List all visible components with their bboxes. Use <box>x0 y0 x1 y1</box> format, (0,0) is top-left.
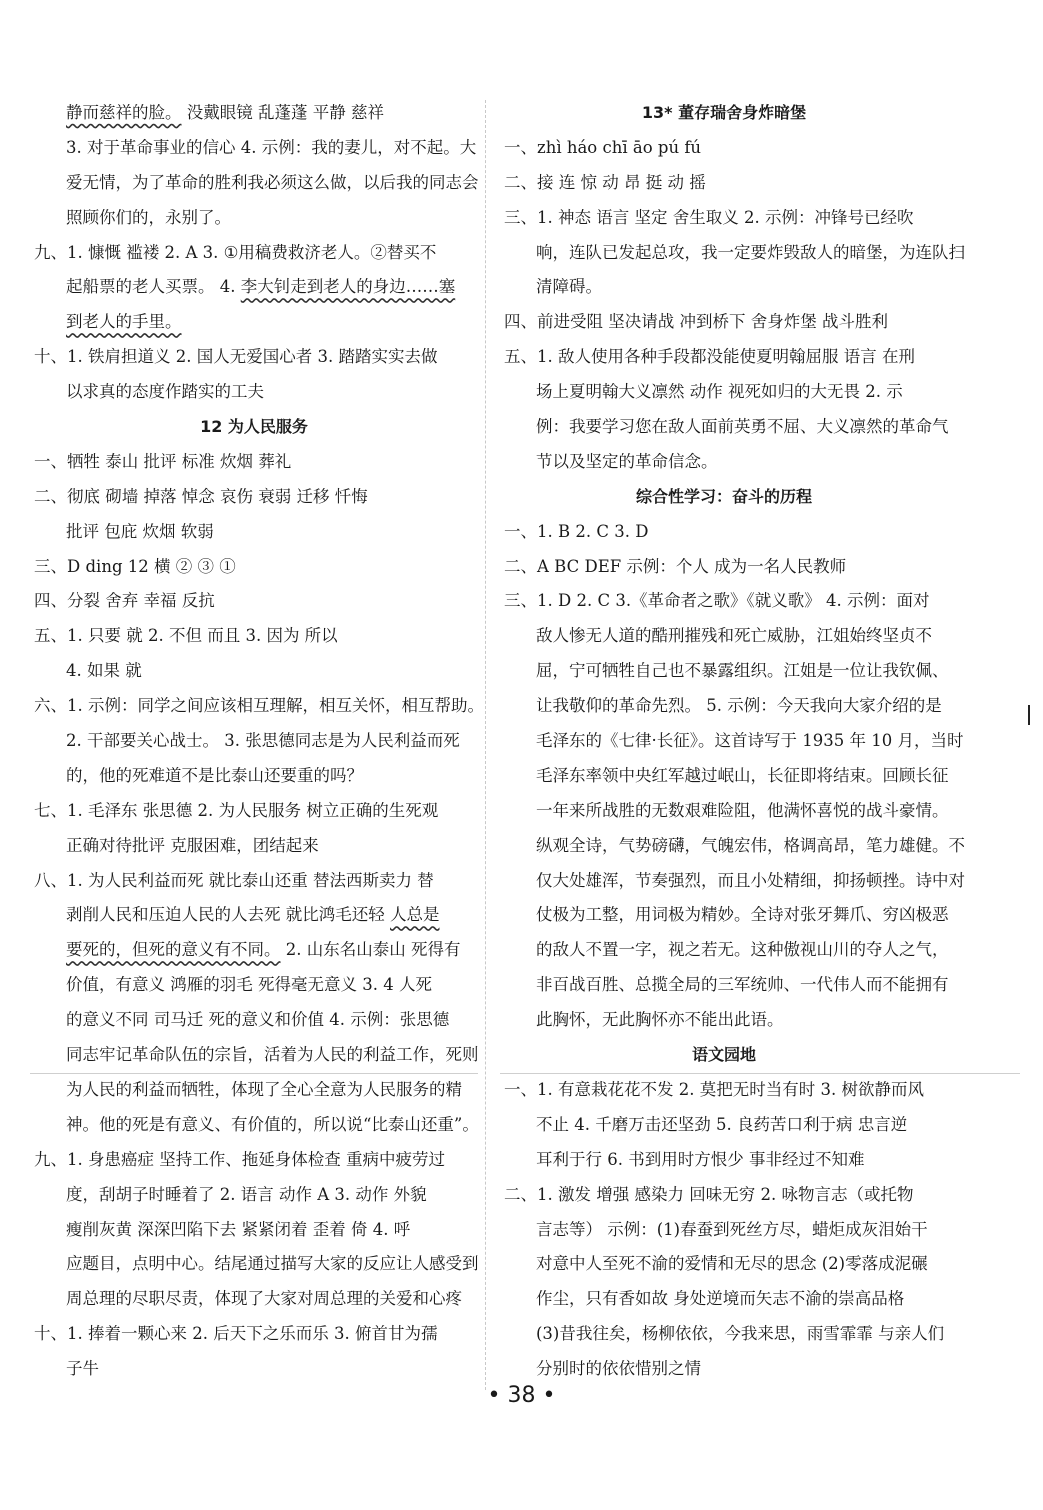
answer-line <box>34 131 477 166</box>
section-rule-left <box>30 1073 478 1074</box>
answer-text: 分别时的依依惜别之情 <box>536 1359 701 1379</box>
answer-text: 言志等） 示例：(1)春蚕到死丝方尽，蜡炬成灰泪始干 <box>536 1219 928 1239</box>
answer-line <box>34 689 484 724</box>
answer-text: 七、1. 毛泽东 张思德 2. 为人民服务 树立正确的生死观 <box>34 800 439 820</box>
answer-text: 应题目，点明中心。结尾通过描写大家的反应让人感受到 <box>66 1254 479 1274</box>
answer-text: 一、1. B 2. C 3. D <box>504 521 649 541</box>
answer-text: 二、彻底 砌墙 掉落 悼念 哀伤 衰弱 迁移 忏悔 <box>34 486 368 506</box>
answer-line <box>34 1038 479 1073</box>
answer-text: 子牛 <box>66 1359 99 1379</box>
answer-text: 照顾你们的，永别了。 <box>66 207 231 227</box>
answer-line <box>504 794 949 829</box>
answer-text: 三、1. 神态 语言 坚定 舍生取义 2. 示例：冲锋号已经吹 <box>504 207 914 227</box>
answer-text: 让我敬仰的革命先烈。 5. 示例：今天我向大家介绍的是 <box>536 696 942 716</box>
section-title <box>34 410 474 445</box>
answer-line <box>504 375 944 410</box>
answer-text: 一、zhì háo chī āo pú fú <box>504 137 702 157</box>
answer-line <box>34 794 474 829</box>
answer-text: 爱无情，为了革命的胜利我必须这么做，以后我的同志会 <box>66 172 479 192</box>
answer-text: 响，连队已发起总攻，我一定要炸毁敌人的暗堡，为连队扫 <box>536 242 965 262</box>
answer-text: (3)昔我往矣，杨柳依依，今我来思，雨雪霏霏 与亲人们 <box>536 1324 945 1344</box>
answer-text: 批评 包庇 炊烟 软弱 <box>66 521 214 541</box>
underlined-answer: 到老人的手里。 <box>66 312 182 332</box>
answer-line <box>34 1282 474 1317</box>
answer-text: 价值，有意义 鸿雁的羽毛 死得毫无意义 3. 4 人死 <box>66 975 432 995</box>
answer-text: 3. 对于革命事业的信心 4. 示例：我的妻儿，对不起。大 <box>66 137 477 157</box>
answer-line <box>504 1282 944 1317</box>
answer-line <box>34 1073 474 1108</box>
answer-text: 的意义不同 司马迁 死的意义和价值 4. 示例：张思德 <box>66 1010 450 1030</box>
answer-line <box>34 1108 479 1143</box>
answer-line <box>504 1003 944 1038</box>
answer-text: 4. 如果 就 <box>66 661 142 681</box>
answer-line <box>34 445 474 480</box>
answer-text: 屈，宁可牺牲自己也不暴露组织。江姐是一位让我钦佩、 <box>536 661 949 681</box>
answer-text: 的敌人不置一字，视之若无。这种傲视山川的夺人之气， <box>536 940 949 960</box>
answer-text: 四、前进受阻 坚决请战 冲到桥下 舍身炸堡 战斗胜利 <box>504 312 888 332</box>
answer-text: 2. 干部要关心战士。 3. 张思德同志是为人民利益而死 <box>66 731 460 751</box>
answer-line <box>504 236 965 271</box>
answer-text: 瘦削灰黄 深深凹陷下去 紧紧闭着 歪着 倚 4. 呼 <box>66 1219 411 1239</box>
answer-line <box>504 1178 944 1213</box>
underlined-answer: 静而慈祥的脸。 <box>66 103 182 122</box>
answer-line <box>504 829 965 864</box>
answer-text: 一、牺牲 泰山 批评 标准 炊烟 葬礼 <box>34 451 292 471</box>
answer-text: 非百战百胜、总揽全局的三军统帅、一代伟人而不能拥有 <box>536 975 949 995</box>
section-title <box>504 1038 944 1073</box>
section-title <box>504 96 944 131</box>
answer-text: 的，他的死难道不是比泰山还要重的吗？ <box>66 765 363 785</box>
answer-text: 周总理的尽职尽责，体现了大家对周总理的关爱和心疼 <box>66 1289 462 1309</box>
answer-line <box>34 201 474 236</box>
answer-text: 耳利于行 6. 书到用时方恨少 事非经过不知难 <box>536 1149 865 1169</box>
answer-text: 12 为人民服务 <box>200 417 308 437</box>
answer-line <box>34 654 474 689</box>
answer-text: 为人民的利益而牺牲，体现了全心全意为人民服务的精 <box>66 1079 462 1099</box>
answer-text: 此胸怀，无此胸怀亦不能出此语。 <box>536 1010 784 1030</box>
answer-line <box>504 864 965 899</box>
page-number: • 38 • <box>487 1383 556 1408</box>
answer-line <box>504 968 949 1003</box>
answer-text: 六、1. 示例：同学之间应该相互理解，相互关怀，相互帮助。 <box>34 696 484 716</box>
answer-line <box>34 829 474 864</box>
answer-text: 神。他的死是有意义、有价值的，所以说“比泰山还重”。 <box>66 1114 479 1134</box>
answer-line <box>504 1317 944 1352</box>
answer-text: 十、1. 捧着一颗心来 2. 后天下之乐而乐 3. 俯首甘为孺 <box>34 1324 438 1344</box>
answer-text: 九、1. 慷慨 褴褛 2. A 3. ①用稿费救济老人。②替买不 <box>34 242 437 262</box>
answer-text: 八、1. 为人民利益而死 就比泰山还重 替法西斯卖力 替 <box>34 870 434 890</box>
answer-text: 纵观全诗，气势磅礴，气魄宏伟，格调高昂，笔力雄健。不 <box>536 835 965 855</box>
answer-text: 三、1. D 2. C 3.《革命者之歌》《就义歌》 4. 示例：面对 <box>504 591 930 611</box>
answer-text: 没戴眼镜 乱蓬蓬 平静 慈祥 <box>181 103 384 122</box>
answer-line <box>34 305 474 340</box>
answer-line <box>34 1003 474 1038</box>
answer-text: 节以及坚定的革命信念。 <box>536 451 718 471</box>
answer-line <box>34 1247 479 1282</box>
answer-line <box>34 968 474 1003</box>
answer-line <box>34 340 474 375</box>
answer-text: 敌人惨无人道的酷刑摧残和死亡威胁，江姐始终坚贞不 <box>536 626 932 646</box>
answer-line <box>34 236 474 271</box>
answer-line <box>34 898 474 933</box>
answer-line <box>34 1178 474 1213</box>
answer-line <box>34 759 474 794</box>
answer-line <box>504 759 949 794</box>
answer-line <box>34 480 474 515</box>
answer-text: 一、1. 有意栽花花不发 2. 莫把无时当有时 3. 树欲静而风 <box>504 1079 924 1099</box>
answer-text: 毛泽东率领中央红军越过岷山，长征即将结束。回顾长征 <box>536 765 949 785</box>
answer-text: 仗极为工整，用词极为精妙。全诗对张牙舞爪、穷凶极恶 <box>536 905 949 925</box>
answer-line <box>34 1143 474 1178</box>
left-column <box>34 96 484 1387</box>
answer-line <box>504 689 944 724</box>
column-divider <box>485 100 486 1390</box>
answer-line <box>504 201 944 236</box>
answer-line <box>504 131 944 166</box>
answer-text: 起船票的老人买票。 4. <box>66 277 241 297</box>
answer-line <box>34 166 479 201</box>
answer-line <box>504 166 944 201</box>
answer-text: 度，刮胡子时睡着了 2. 语言 动作 A 3. 动作 外貌 <box>66 1184 427 1204</box>
answer-text: 综合性学习：奋斗的历程 <box>635 486 812 506</box>
right-column <box>504 96 965 1387</box>
answer-text: 二、接 连 惊 动 昂 挺 动 摇 <box>504 172 706 192</box>
answer-text: 五、1. 只要 就 2. 不但 而且 3. 因为 所以 <box>34 626 338 646</box>
answer-line <box>504 1352 944 1387</box>
answer-line <box>504 270 944 305</box>
answer-text: 正确对待批评 克服困难，团结起来 <box>66 835 319 855</box>
answer-text: 仅大处雄浑，节奏强烈，而且小处精细，抑扬顿挫。诗中对 <box>536 870 965 890</box>
answer-text: 清障碍。 <box>536 277 602 297</box>
answer-line <box>34 1213 474 1248</box>
underlined-answer: 要死的，但死的意义有不同。 <box>66 940 281 960</box>
answer-line <box>504 1213 944 1248</box>
answer-line <box>34 550 474 585</box>
answer-line <box>34 270 474 305</box>
answer-text: 剥削人民和压迫人民的人去死 就比鸿毛还轻 <box>66 905 390 925</box>
answer-text: 五、1. 敌人使用各种手段都没能使夏明翰屈服 语言 在刑 <box>504 347 915 367</box>
answer-line <box>504 898 949 933</box>
answer-line <box>504 619 944 654</box>
answer-line <box>504 410 949 445</box>
answer-line <box>34 933 474 968</box>
answer-text: 13* 董存瑞舍身炸暗堡 <box>641 103 807 122</box>
answer-text: 不止 4. 千磨万击还坚劲 5. 良药苦口利于病 忠言逆 <box>536 1114 908 1134</box>
answer-line <box>34 1317 474 1352</box>
answer-line <box>34 96 474 131</box>
answer-text: 同志牢记革命队伍的宗旨，活着为人民的利益工作，死则 <box>66 1045 479 1065</box>
answer-text: 场上夏明翰大义凛然 动作 视死如归的大无畏 2. 示 <box>536 382 903 402</box>
answer-text: 语文园地 <box>691 1045 756 1065</box>
answer-line <box>504 550 944 585</box>
answer-text: 二、A BC DEF 示例：个人 成为一名人民教师 <box>504 556 847 576</box>
answer-line <box>504 445 944 480</box>
answer-text: 四、分裂 舍弃 幸福 反抗 <box>34 591 215 611</box>
margin-mark <box>1028 705 1030 725</box>
answer-text: 毛泽东的《七律·长征》。这首诗写于 1935 年 10 月，当时 <box>536 731 964 751</box>
answer-text: 以求真的态度作踏实的工夫 <box>66 382 264 402</box>
answer-line <box>34 864 474 899</box>
answer-text: 二、1. 激发 增强 感染力 回味无穷 2. 咏物言志（或托物 <box>504 1184 914 1204</box>
answer-line <box>504 305 944 340</box>
answer-line <box>504 584 944 619</box>
answer-line <box>34 1352 474 1387</box>
underlined-answer: 人总是 <box>390 905 440 925</box>
answer-line <box>504 724 964 759</box>
answer-text: 九、1. 身患癌症 坚持工作、拖延身体检查 重病中疲劳过 <box>34 1149 445 1169</box>
answer-text: 例：我要学习您在敌人面前英勇不屈、大义凛然的革命气 <box>536 417 949 437</box>
answer-line <box>34 584 474 619</box>
answer-line <box>504 654 949 689</box>
answer-line <box>34 375 474 410</box>
answer-text: 一年来所战胜的无数艰难险阻，他满怀喜悦的战斗豪情。 <box>536 800 949 820</box>
answer-text: 十、1. 铁肩担道义 2. 国人无爱国心者 3. 踏踏实实去做 <box>34 347 438 367</box>
answer-line <box>504 515 944 550</box>
answer-line <box>34 724 474 759</box>
answer-text: 2. 山东名山泰山 死得有 <box>280 940 461 960</box>
section-rule-right <box>500 1073 1020 1074</box>
answer-line <box>504 1247 944 1282</box>
underlined-answer: 李大钊走到老人的身边……塞 <box>240 277 456 297</box>
answer-line <box>34 515 474 550</box>
answer-text: 对意中人至死不渝的爱情和无尽的思念 (2)零落成泥碾 <box>536 1254 928 1274</box>
answer-line <box>504 340 944 375</box>
answer-line <box>504 933 949 968</box>
answer-line <box>34 619 474 654</box>
answer-line <box>504 1108 944 1143</box>
answer-text: 三、D ding 12 横 ② ③ ① <box>34 556 236 576</box>
section-title <box>504 480 944 515</box>
answer-line <box>504 1073 944 1108</box>
answer-line <box>504 1143 944 1178</box>
answer-text: 作尘，只有香如故 身处逆境而矢志不渝的崇高品格 <box>536 1289 905 1309</box>
